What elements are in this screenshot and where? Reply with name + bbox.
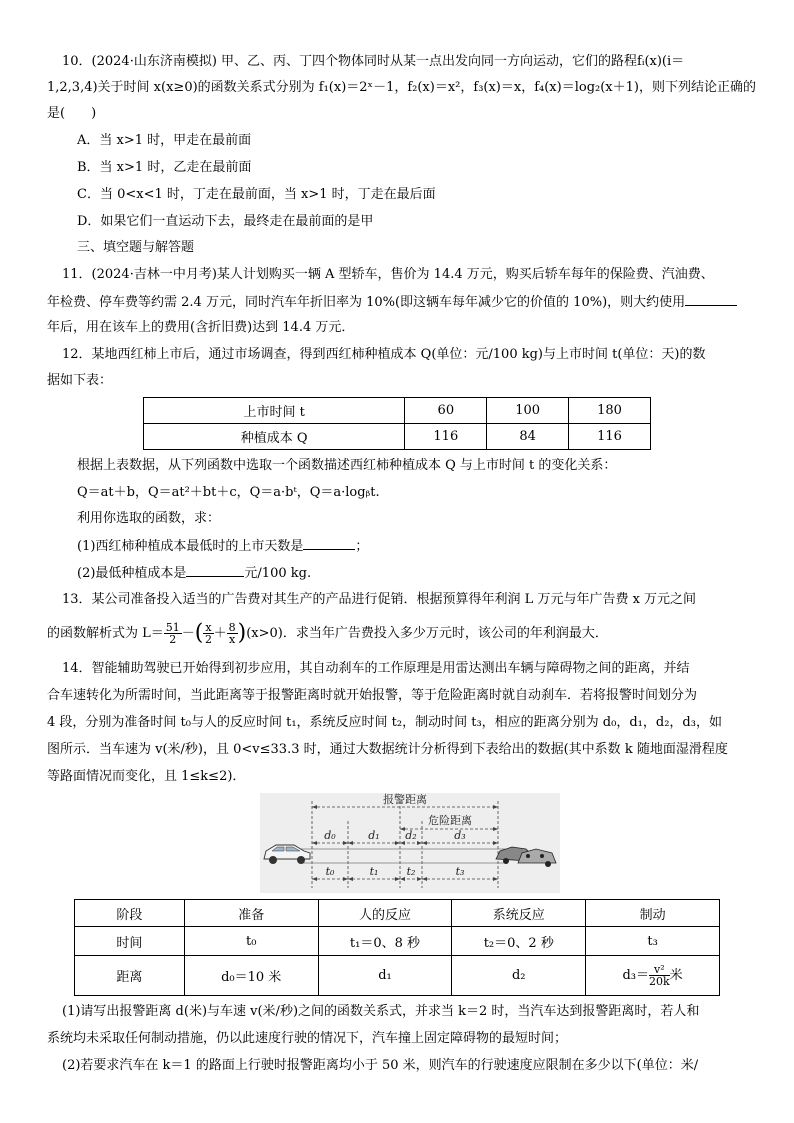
table-cell: 时间 bbox=[75, 927, 185, 956]
q11-answer-blank[interactable] bbox=[685, 293, 737, 306]
t1-label: t₁ bbox=[369, 865, 379, 878]
table-cell: d₂ bbox=[452, 956, 586, 996]
fraction-denominator: 2 bbox=[169, 633, 177, 646]
q12-sub1-text: (1)西红柿种植成本最低时的上市天数是 bbox=[77, 539, 304, 554]
d2-label: d₂ bbox=[405, 829, 417, 842]
q13-line2 bbox=[47, 622, 608, 645]
table-row bbox=[75, 956, 720, 996]
q10-option-a: A．当 x>1 时，甲走在最前面 bbox=[77, 133, 252, 148]
table-cell: t₀ bbox=[184, 927, 318, 956]
table-row bbox=[144, 424, 651, 450]
q11-line2-text: 年检费、停车费等约需 2.4 万元，同时汽车年折旧率为 10%(即这辆车每年减少它的价值的 10%)，则大约使用 bbox=[47, 295, 686, 310]
q14-line5: 等路面情况而变化，且 1≤k≤2)． bbox=[47, 769, 246, 784]
plus-sign: ＋ bbox=[213, 626, 227, 641]
alarm-distance-label: 报警距离 bbox=[383, 793, 427, 806]
fraction-numerator: 8 bbox=[228, 621, 236, 634]
q12-line5: 利用你选取的函数，求： bbox=[77, 511, 221, 526]
q11-line2 bbox=[47, 293, 737, 312]
table-cell: 100 bbox=[487, 398, 569, 424]
table-cell: 上市时间 t bbox=[144, 398, 405, 424]
q12-line3: 根据上表数据，从下列函数中选取一个函数描述西红柿种植成本 Q 与上市时间 t 的变化关系： bbox=[77, 458, 617, 473]
section-heading: 三、填空题与解答题 bbox=[77, 240, 195, 255]
q14-line4: 图所示．当车速为 v(米/秒)，且 0<v≤33.3 时，通过大数据统计分析得到下表给出的数据(其中系数 k 随地面湿滑程度 bbox=[47, 742, 728, 757]
table-cell: 180 bbox=[569, 398, 651, 424]
t0-label: t₀ bbox=[325, 865, 335, 878]
fraction-denominator: x bbox=[229, 633, 236, 646]
table-cell: 84 bbox=[487, 424, 569, 450]
table-cell: 116 bbox=[405, 424, 487, 450]
q12-sub2 bbox=[77, 564, 311, 583]
q12-line2: 据如下表： bbox=[47, 373, 113, 388]
fraction bbox=[227, 622, 238, 645]
q12-data-table bbox=[143, 397, 651, 450]
table-row bbox=[75, 900, 720, 927]
q14-line3: 4 段，分别为准备时间 t₀与人的反应时间 t₁，系统反应时间 t₂，制动时间 t₃，相应的距离分别为 d₀，d₁，d₂，d₃，如 bbox=[47, 715, 722, 730]
q13-line2-post: (x>0)．求当年广告费投入多少万元时，该公司的年利润最大． bbox=[246, 626, 608, 641]
q14-sub1-line1: (1)请写出报警距离 d(米)与车速 v(米/秒)之间的函数关系式，并求当 k＝2 时，当汽车达到报警距离时，若人和 bbox=[62, 1004, 700, 1019]
table-cell: 准备 bbox=[184, 900, 318, 927]
d3-label: d₃ bbox=[454, 829, 466, 842]
q10-line1: 10．(2024·山东济南模拟) 甲、乙、丙、丁四个物体同时从某一点出发向同一方向运动，它们的路程fᵢ(x)(i＝ bbox=[62, 54, 685, 69]
q12-sub1-tail: ； bbox=[355, 539, 369, 554]
left-paren: ( bbox=[194, 620, 204, 646]
table-cell: 人的反应 bbox=[318, 900, 452, 927]
table-cell: 60 bbox=[405, 398, 487, 424]
table-cell bbox=[586, 956, 720, 996]
fraction-denominator: 2 bbox=[204, 633, 212, 646]
q12-sub2-text: (2)最低种植成本是 bbox=[77, 566, 187, 581]
fraction-numerator: 51 bbox=[165, 621, 180, 634]
q13-line2-pre: 的函数解析式为 L＝ bbox=[47, 626, 164, 641]
table-cell: 制动 bbox=[586, 900, 720, 927]
table-cell: 系统反应 bbox=[452, 900, 586, 927]
table-cell: t₂＝0、2 秒 bbox=[452, 927, 586, 956]
d3-formula-prefix: d₃＝ bbox=[622, 968, 649, 983]
q10-option-b: B．当 x>1 时，乙走在最前面 bbox=[77, 160, 252, 175]
fraction bbox=[164, 622, 182, 645]
fraction-numerator: x bbox=[205, 621, 212, 634]
table-cell: 距离 bbox=[75, 956, 185, 996]
table-cell: 116 bbox=[569, 424, 651, 450]
q14-sub1-line2: 系统均未采取任何制动措施，仍以此速度行驶的情况下，汽车撞上固定障碍物的最短时间； bbox=[47, 1031, 568, 1046]
braking-distance-diagram bbox=[260, 793, 560, 893]
danger-distance-label: 危险距离 bbox=[428, 814, 472, 827]
q12-sub1 bbox=[77, 537, 368, 556]
q11-line3: 年后，用在该车上的费用(含折旧费)达到 14.4 万元． bbox=[47, 320, 355, 335]
q14-data-table bbox=[74, 899, 720, 996]
fraction bbox=[649, 964, 670, 987]
fraction bbox=[203, 622, 213, 645]
q10-line3: 是( ) bbox=[47, 106, 97, 121]
right-paren: ) bbox=[237, 620, 247, 646]
q14-sub2: (2)若要求汽车在 k＝1 的路面上行驶时报警距离均小于 50 米，则汽车的行驶速度应限制在多少以下(单位：米/ bbox=[62, 1058, 699, 1073]
table-cell: t₃ bbox=[586, 927, 720, 956]
d3-unit: 米 bbox=[669, 968, 683, 983]
q12-line1: 12．某地西红柿上市后，通过市场调查，得到西红柿种植成本 Q(单位：元/100 kg)与上市时间 t(单位：天)的数 bbox=[62, 347, 706, 362]
table-cell: d₀＝10 米 bbox=[184, 956, 318, 996]
table-row bbox=[144, 398, 651, 424]
q12-function-list: Q＝at＋b，Q＝at²＋bt＋c，Q＝a·bᵗ，Q＝a·logᵦt. bbox=[77, 485, 380, 500]
d0-label: d₀ bbox=[324, 829, 336, 842]
t3-label: t₃ bbox=[455, 865, 465, 878]
q10-option-d: D．如果它们一直运动下去，最终走在最前面的是甲 bbox=[77, 214, 374, 229]
minus-sign: － bbox=[181, 626, 195, 641]
d1-label: d₁ bbox=[368, 829, 380, 842]
table-row bbox=[75, 927, 720, 956]
q10-option-c: C．当 0<x<1 时，丁走在最前面，当 x>1 时，丁走在最后面 bbox=[77, 187, 436, 202]
q13-line1: 13．某公司准备投入适当的广告费对其生产的产品进行促销．根据预算得年利润 L 万元与年广告费 x 万元之间 bbox=[62, 592, 697, 607]
fraction-denominator: 20k bbox=[649, 975, 670, 988]
q12-sub1-blank[interactable] bbox=[303, 537, 355, 550]
q12-sub2-blank[interactable] bbox=[186, 564, 244, 577]
table-cell: 种植成本 Q bbox=[144, 424, 405, 450]
q11-line1: 11．(2024·吉林一中月考)某人计划购买一辆 A 型轿车，售价为 14.4 万元，购买后轿车每年的保险费、汽油费、 bbox=[62, 267, 714, 282]
t2-label: t₂ bbox=[406, 865, 416, 878]
q14-line1: 14．智能辅助驾驶已开始得到初步应用，其自动刹车的工作原理是用雷达测出车辆与障碍物之间的距离，并结 bbox=[62, 661, 690, 676]
fraction-numerator: v² bbox=[649, 964, 670, 976]
q12-sub2-tail: 元/100 kg. bbox=[244, 566, 312, 581]
q14-line2: 合车速转化为所需时间，当此距离等于报警距离时就开始报警，等于危险距离时就自动刹车．若将报警时间划分为 bbox=[47, 688, 698, 703]
q10-line2: 1,2,3,4)关于时间 x(x≥0)的函数关系式分别为 f₁(x)＝2ˣ－1，f₂(x)＝x²，f₃(x)＝x，f₄(x)＝log₂(x＋1)，则下列结论正确的 bbox=[47, 80, 756, 95]
table-cell: 阶段 bbox=[75, 900, 185, 927]
table-cell: t₁＝0、8 秒 bbox=[318, 927, 452, 956]
table-cell: d₁ bbox=[318, 956, 452, 996]
